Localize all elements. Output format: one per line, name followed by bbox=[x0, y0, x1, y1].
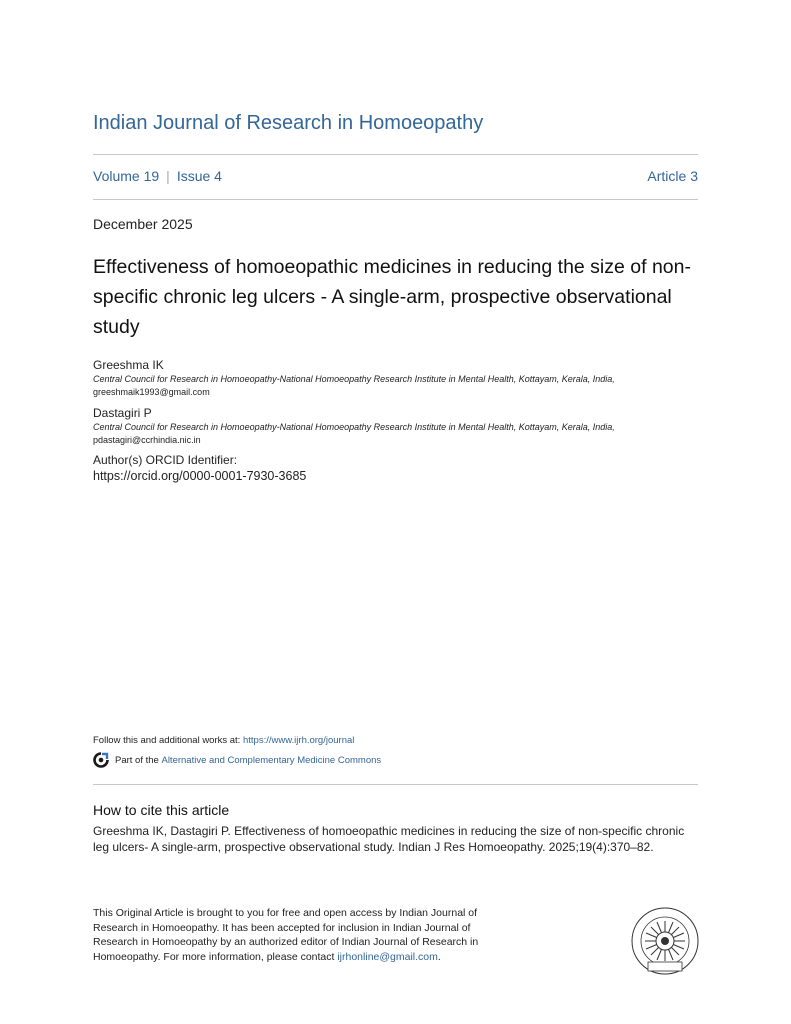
citation-text: Greeshma IK, Dastagiri P. Effectiveness of homoeopathic medicines in reducing the size of non-specific chronic leg ulcers- A single-arm, prospective observational study. Indian J Res Homoeopathy. 2025;19(4):370–82. bbox=[93, 824, 685, 854]
separator: | bbox=[166, 168, 170, 184]
author-affiliation: Central Council for Research in Homoeopathy-National Homoeopathy Research Institute in Mental Health, Kottayam, Kerala, India, bbox=[93, 422, 615, 432]
follow-line bbox=[93, 735, 354, 746]
citation-heading: How to cite this article bbox=[93, 802, 230, 818]
volume-link[interactable]: Volume 19 bbox=[93, 168, 160, 184]
notice-end: . bbox=[437, 950, 441, 963]
divider bbox=[93, 199, 698, 200]
author-name: Greeshma IK bbox=[93, 358, 164, 372]
divider bbox=[93, 784, 698, 785]
orcid-url: https://orcid.org/0000-0001-7930-3685 bbox=[93, 469, 307, 483]
journal-title-link[interactable]: Indian Journal of Research in Homoeopathy bbox=[93, 112, 484, 134]
journal-url-link[interactable]: https://www.ijrh.org/journal bbox=[242, 735, 355, 746]
author-affiliation: Central Council for Research in Homoeopathy-National Homoeopathy Research Institute in Mental Health, Kottayam, Kerala, India, bbox=[93, 374, 615, 384]
orcid-label: Author(s) ORCID Identifier: bbox=[93, 453, 238, 467]
contact-email-link[interactable]: ijrhonline@gmail.com bbox=[337, 950, 438, 963]
issue-nav bbox=[93, 168, 698, 184]
ccrh-seal-logo bbox=[630, 906, 700, 976]
cover-page bbox=[93, 0, 698, 1024]
access-notice bbox=[93, 906, 483, 964]
commons-line bbox=[93, 752, 381, 768]
follow-text: Follow this and additional works at: bbox=[93, 735, 243, 746]
author-list bbox=[93, 357, 698, 484]
issue-link[interactable]: Issue 4 bbox=[176, 168, 222, 184]
commons-prefix: Part of the bbox=[115, 754, 159, 766]
article-title: Effectiveness of homoeopathic medicines in reducing the size of non-specific chronic leg ulcers - A single-arm, prospective observational study bbox=[93, 256, 691, 338]
network-commons-icon bbox=[93, 752, 109, 768]
publication-date: December 2025 bbox=[93, 216, 193, 232]
author-email: pdastagiri@ccrhindia.nic.in bbox=[93, 435, 201, 445]
article-link[interactable]: Article 3 bbox=[647, 168, 698, 184]
notice-text: This Original Article is brought to you for free and open access by Indian Journal of Research in Homoeopathy. It has been accepted for inclusion in Indian Journal of Research in Homoeopathy by an authorized editor of Indian Journal of Research in Homoeopathy. For more information, please contact bbox=[93, 907, 479, 963]
divider bbox=[93, 154, 698, 155]
author-block bbox=[93, 405, 698, 447]
author-name: Dastagiri P bbox=[93, 406, 152, 420]
author-block bbox=[93, 357, 698, 399]
commons-link[interactable]: Alternative and Complementary Medicine Commons bbox=[161, 754, 382, 766]
author-email: greeshmaik1993@gmail.com bbox=[93, 387, 210, 397]
